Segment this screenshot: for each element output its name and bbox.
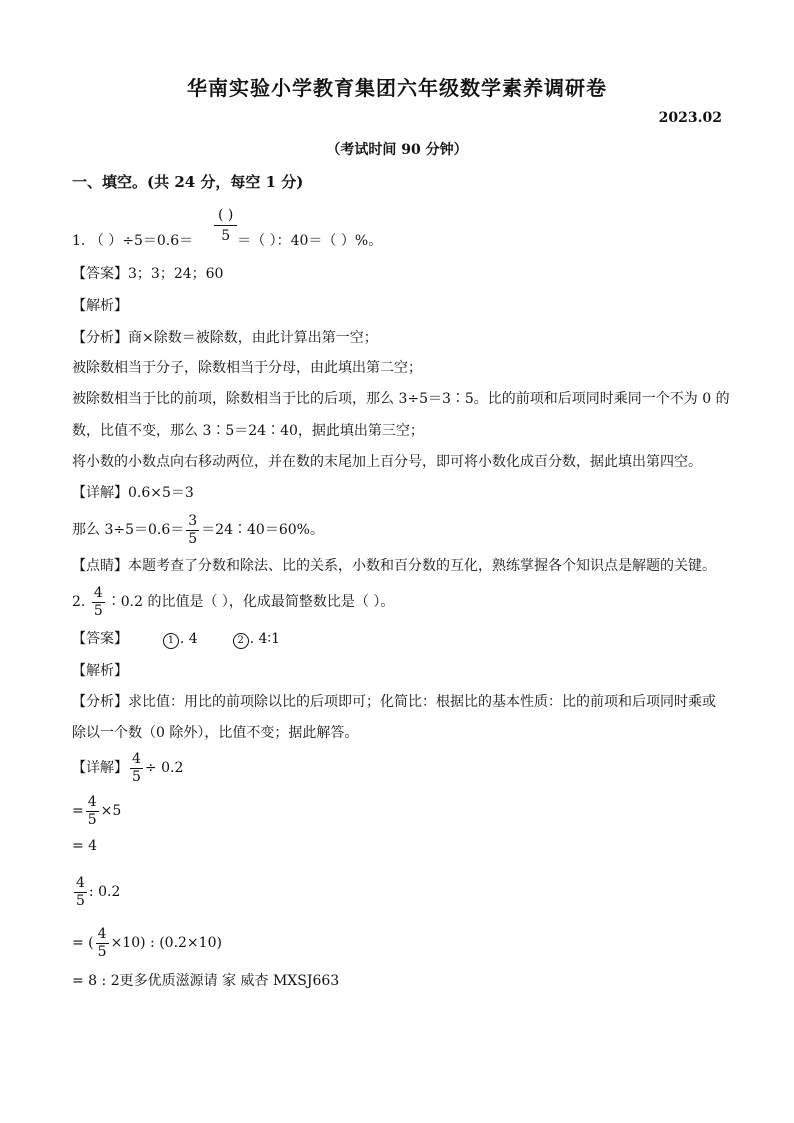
q2-analysis-1: 【分析】求比值：用比的前项除以比的后项即可；化简比：根据比的基本性质：比的前项和后项同时乘或	[72, 694, 716, 710]
q1-analysis-4: 数，比值不变，那么 3∶5＝24∶40，据此填出第三空；	[72, 423, 424, 439]
q2-answer-label: 【答案】	[72, 631, 128, 647]
q2-detail-label: 【详解】	[72, 760, 128, 776]
q2-d1-tail: ÷ 0.2	[144, 760, 184, 776]
q1-detail-2	[72, 510, 324, 550]
q1-detail-fraction-num: 3	[188, 512, 198, 529]
q2-stem	[72, 582, 394, 622]
q2-answer-2: . 4∶1	[249, 631, 280, 647]
q2-d6-text: = 8 : 2	[72, 973, 120, 989]
q1-stem-part-a: 1. （ ）÷5＝0.6＝	[72, 233, 194, 249]
exam-duration: （考试时间 90 分钟）	[326, 142, 468, 158]
q2-fraction-num: 4	[93, 584, 103, 601]
watermark-text: 更多优质滋源请 家 威杏 MXSJ663	[119, 973, 340, 989]
exam-date: 2023.02	[658, 110, 722, 126]
section-heading: 一、填空。(共 24 分，每空 1 分)	[72, 173, 304, 191]
q1-analysis-2: 被除数相当于分子，除数相当于分母，由此填出第二空；	[72, 360, 422, 376]
q1-analysis-3: 被除数相当于比的前项，除数相当于比的后项，那么 3÷5＝3∶5。比的前项和后项同时乘同一个不为 0 的	[72, 391, 730, 407]
q1-comment: 【点睛】本题考查了分数和除法、比的关系，小数和百分数的互化，熟练掌握各个知识点是解题的关键。	[72, 558, 716, 574]
q2-d4-fraction	[74, 875, 87, 910]
q2-detail-1	[72, 748, 183, 788]
q2-d5-num: 4	[97, 925, 107, 942]
q2-d5-den: 5	[97, 943, 107, 960]
q2-fraction	[92, 585, 105, 620]
q1-detail-fraction	[186, 513, 199, 548]
q1-detail-2-b: ＝24∶40＝60%。	[201, 522, 324, 538]
q2-d5-head: = (	[72, 935, 94, 951]
q2-answer-1: . 4	[179, 631, 198, 647]
q2-d1-num: 4	[132, 750, 141, 767]
circled-two-icon: 2	[233, 633, 249, 649]
q1-fraction-denominator: 5	[221, 228, 231, 244]
q2-answer	[72, 629, 280, 649]
q2-d1-fraction	[130, 751, 143, 786]
q1-answer: 【答案】3；3；24；60	[72, 266, 224, 282]
q2-d4-num: 4	[76, 874, 85, 891]
q1-detail-1: 【详解】0.6×5＝3	[72, 485, 194, 501]
q2-detail-3: = 4	[72, 838, 98, 854]
q2-d5-fraction	[96, 926, 109, 961]
q1-stem-part-b: ＝（ ）：40＝（ ）%。	[237, 233, 383, 249]
q2-d2-head: =	[72, 803, 84, 819]
q2-d2-den: 5	[87, 811, 97, 828]
q2-detail-5	[72, 923, 222, 963]
q2-d2-num: 4	[87, 793, 97, 810]
q1-detail-2-a: 那么 3÷5＝0.6＝	[72, 522, 185, 538]
q2-number: 2.	[72, 594, 86, 610]
q1-jiexi: 【解析】	[72, 298, 128, 314]
exam-title: 华南实验小学教育集团六年级数学素养调研卷	[187, 76, 607, 100]
q2-d2-tail: ×5	[100, 803, 122, 819]
q1-fraction-numerator: ( )	[214, 205, 237, 226]
q2-d4-den: 5	[76, 892, 85, 909]
q2-d2-fraction	[86, 794, 99, 829]
q2-d4-tail: : 0.2	[88, 884, 121, 900]
q2-detail-6	[72, 971, 339, 991]
q1-analysis-5: 将小数的小数点向右移动两位，并在数的末尾加上百分号，即可将小数化成百分数，据此填出第四空。	[72, 454, 702, 470]
q1-stem	[72, 231, 382, 251]
q2-detail-4	[72, 872, 120, 912]
circled-one-icon: 1	[163, 633, 179, 649]
q2-analysis-2: 除以一个数（0 除外），比值不变；据此解答。	[72, 725, 359, 741]
q2-detail-2	[72, 791, 121, 831]
q2-fraction-den: 5	[93, 602, 103, 619]
q2-d1-den: 5	[132, 768, 141, 785]
q1-detail-fraction-den: 5	[188, 530, 198, 547]
q2-d5-tail: ×10) : (0.2×10)	[110, 935, 222, 951]
q1-analysis-1: 【分析】商×除数＝被除数，由此计算出第一空；	[72, 330, 378, 346]
q2-stem-text: ∶0.2 的比值是（ ），化成最简整数比是（ ）。	[106, 594, 395, 610]
q2-jiexi: 【解析】	[72, 663, 128, 679]
